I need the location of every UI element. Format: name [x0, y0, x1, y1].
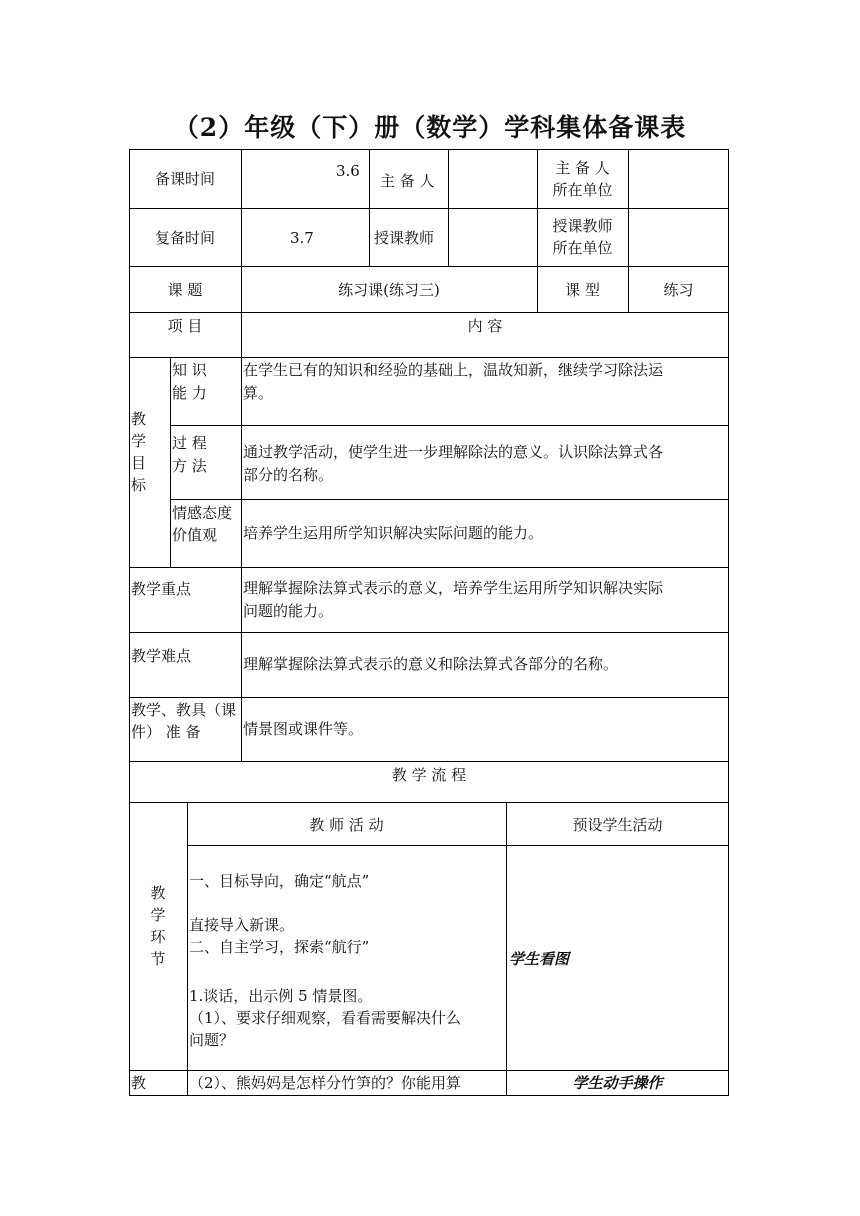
teacher-activity-label: 教 师 活 动 — [309, 816, 384, 834]
teacher-line-2: 直接导入新课。 — [189, 916, 295, 934]
knowledge-text-line1: 在学生已有的知识和经验的基础上，温故知新，继续学习除法运 — [243, 361, 664, 379]
difficulties-label: 教学难点 — [131, 647, 192, 665]
emotion-text: 培养学生运用所学知识解决实际问题的能力。 — [243, 524, 544, 542]
knowledge-text-line2: 算。 — [243, 384, 274, 402]
flow-section-label-4: 节 — [150, 950, 166, 968]
objectives-group-label-3: 目 — [131, 454, 147, 472]
main-preparer-unit-label-line1: 主 备 人 — [555, 159, 610, 177]
key-points-label: 教学重点 — [131, 580, 192, 598]
key-points-text-line1: 理解掌握除法算式表示的意义，培养学生运用所学知识解决实际 — [243, 579, 664, 597]
type-label: 课 型 — [565, 281, 600, 299]
teacher-line-4: 1.谈话，出示例 5 情景图。 — [189, 987, 373, 1005]
student-text-1: 学生看图 — [509, 950, 570, 968]
type-value: 练习 — [663, 281, 694, 299]
flow-section-label-2: 学 — [150, 906, 166, 924]
process-label-line1: 过 程 — [172, 434, 207, 452]
knowledge-label-line2: 能 力 — [172, 384, 207, 402]
emotion-label-line2: 价值观 — [172, 526, 218, 544]
key-points-text-line2: 问题的能力。 — [243, 602, 334, 620]
student-activity-label: 预设学生活动 — [572, 816, 663, 834]
prep-time-value: 3.6 — [336, 162, 360, 180]
prep-time-label: 备课时间 — [154, 170, 215, 188]
teacher-line-3: 二、自主学习，探索“航行” — [189, 938, 370, 956]
teacher-unit-label-line2: 所在单位 — [552, 239, 613, 257]
process-text-line2: 部分的名称。 — [243, 466, 334, 484]
objectives-group-label-2: 学 — [131, 432, 147, 450]
process-label-line2: 方 法 — [172, 457, 207, 475]
main-preparer-label: 主 备 人 — [380, 172, 435, 190]
review-time-value: 3.7 — [290, 229, 314, 247]
teacher-label: 授课教师 — [374, 229, 435, 247]
tools-label-line2: 件） 准 备 — [131, 723, 201, 741]
next-row-teacher: （2）、熊妈妈是怎样分竹笋的？你能用算 — [189, 1074, 462, 1092]
teacher-unit-label-line1: 授课教师 — [552, 217, 613, 235]
objectives-group-label-4: 标 — [131, 476, 147, 494]
difficulties-text: 理解掌握除法算式表示的意义和除法算式各部分的名称。 — [243, 655, 619, 673]
tools-label-line1: 教学、教具（课 — [131, 701, 237, 719]
review-time-label: 复备时间 — [154, 229, 215, 247]
flow-label: 教 学 流 程 — [391, 766, 467, 784]
page-title: （2）年级（下）册（数学）学科集体备课表 — [173, 113, 687, 142]
flow-section-label-3: 环 — [150, 928, 166, 946]
item-label: 项 目 — [167, 317, 203, 335]
teacher-line-6: 问题？ — [189, 1031, 235, 1049]
topic-label: 课 题 — [167, 281, 203, 299]
teacher-line-1: 一、目标导向，确定“航点” — [189, 872, 370, 890]
emotion-label-line1: 情感态度 — [172, 504, 233, 522]
objectives-group-label-1: 教 — [131, 410, 147, 428]
content-label: 内 容 — [467, 317, 503, 335]
next-row-label: 教 — [131, 1074, 147, 1092]
tools-text: 情景图或课件等。 — [243, 720, 364, 738]
flow-section-label-1: 教 — [150, 884, 166, 902]
process-text-line1: 通过教学活动，使学生进一步理解除法的意义。认识除法算式各 — [243, 443, 664, 461]
knowledge-label-line1: 知 识 — [172, 361, 207, 379]
main-preparer-unit-label-line2: 所在单位 — [552, 181, 613, 199]
teacher-line-5: （1）、要求仔细观察，看看需要解决什么 — [189, 1009, 462, 1027]
topic-value: 练习课(练习三) — [338, 281, 440, 299]
next-row-student: 学生动手操作 — [572, 1074, 663, 1092]
